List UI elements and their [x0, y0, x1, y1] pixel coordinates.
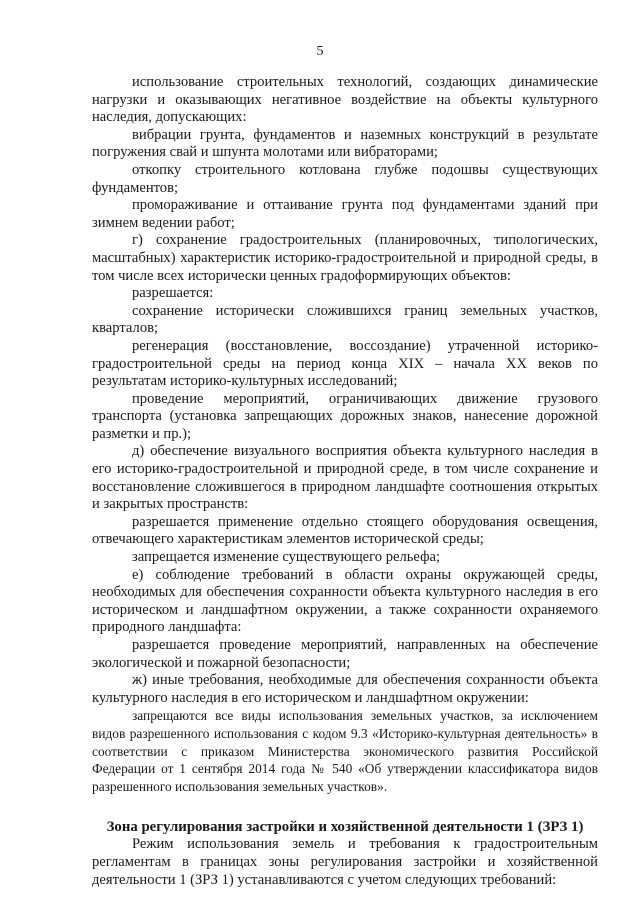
paragraph: проведение мероприятий, ограничивающих движение грузового транспорта (установка запрещающих дорожных знаков, нанесение дорожной разметки и пр.);: [92, 390, 598, 442]
paragraph: запрещается изменение существующего рельефа;: [132, 549, 441, 566]
paragraph: е) соблюдение требований в области охраны окружающей среды, необходимых для обеспечения сохранности объекта культурного наследия в его историческом и ландшафтном окружении, а также сохранности охраняемого природного ландшафта:: [92, 566, 598, 636]
paragraph: запрещаются все виды использования земельных участков, за исключением видов разрешенного использования с кодом 9.3 «Историко-культурная деятельность» в соответствии с приказом Министерства экономического развития Российской Федерации от 1 сентября 2014 года № 540 «Об утверждении классификатора видов разрешенного использования земельных участков».: [92, 708, 598, 794]
section-heading: Зона регулирования застройки и хозяйственной деятельности 1 (ЗРЗ 1): [106, 819, 584, 836]
paragraph: разрешается:: [132, 285, 214, 302]
paragraph: д) обеспечение визуального восприятия объекта культурного наследия в его историко-градостроительной и природной среде, в том числе сохранение и восстановление сложившегося в природном ландшафте соотношения открытых и закрытых пространств:: [92, 443, 598, 513]
paragraph: ж) иные требования, необходимые для обеспечения сохранности объекта культурного наследия в его историческом и ландшафтном окружении:: [92, 672, 598, 706]
paragraph: промораживание и оттаивание грунта под фундаментами зданий при зимнем ведении работ;: [92, 197, 598, 231]
paragraph: сохранение исторически сложившихся границ земельных участков, кварталов;: [92, 302, 598, 337]
paragraph: откопку строительного котлована глубже подошвы существующих фундаментов;: [92, 161, 598, 196]
paragraph: разрешается проведение мероприятий, направленных на обеспечение экологической и пожарной безопасности;: [92, 637, 598, 671]
paragraph: г) сохранение градостроительных (планировочных, типологических, масштабных) характеристик историко-градостроительной и природной среды, в том числе всех исторически ценных градоформирующих объектов:: [92, 232, 598, 284]
paragraph: разрешается применение отдельно стоящего оборудования освещения, отвечающего характеристикам элементов исторической среды;: [92, 513, 598, 548]
paragraph: регенерация (восстановление, воссоздание) утраченной историко-градостроительной среды на период конца XIX – начала XX веков по результатам историко-культурных исследований;: [92, 337, 598, 390]
document-body: [92, 74, 598, 889]
paragraph: использование строительных технологий, создающих динамические нагрузки и оказывающих негативное воздействие на объекты культурного наследия, допускающих:: [92, 74, 598, 126]
paragraph: вибрации грунта, фундаментов и наземных конструкций в результате погружения свай и шпунта молотами или вибраторами;: [92, 126, 598, 161]
page-number: 5: [316, 44, 324, 59]
section-intro: Режим использования земель и требования к градостроительным регламентам в границах зоны регулирования застройки и хозяйственной деятельности 1 (ЗРЗ 1) устанавливаются с учетом следующих требований:: [92, 836, 598, 888]
